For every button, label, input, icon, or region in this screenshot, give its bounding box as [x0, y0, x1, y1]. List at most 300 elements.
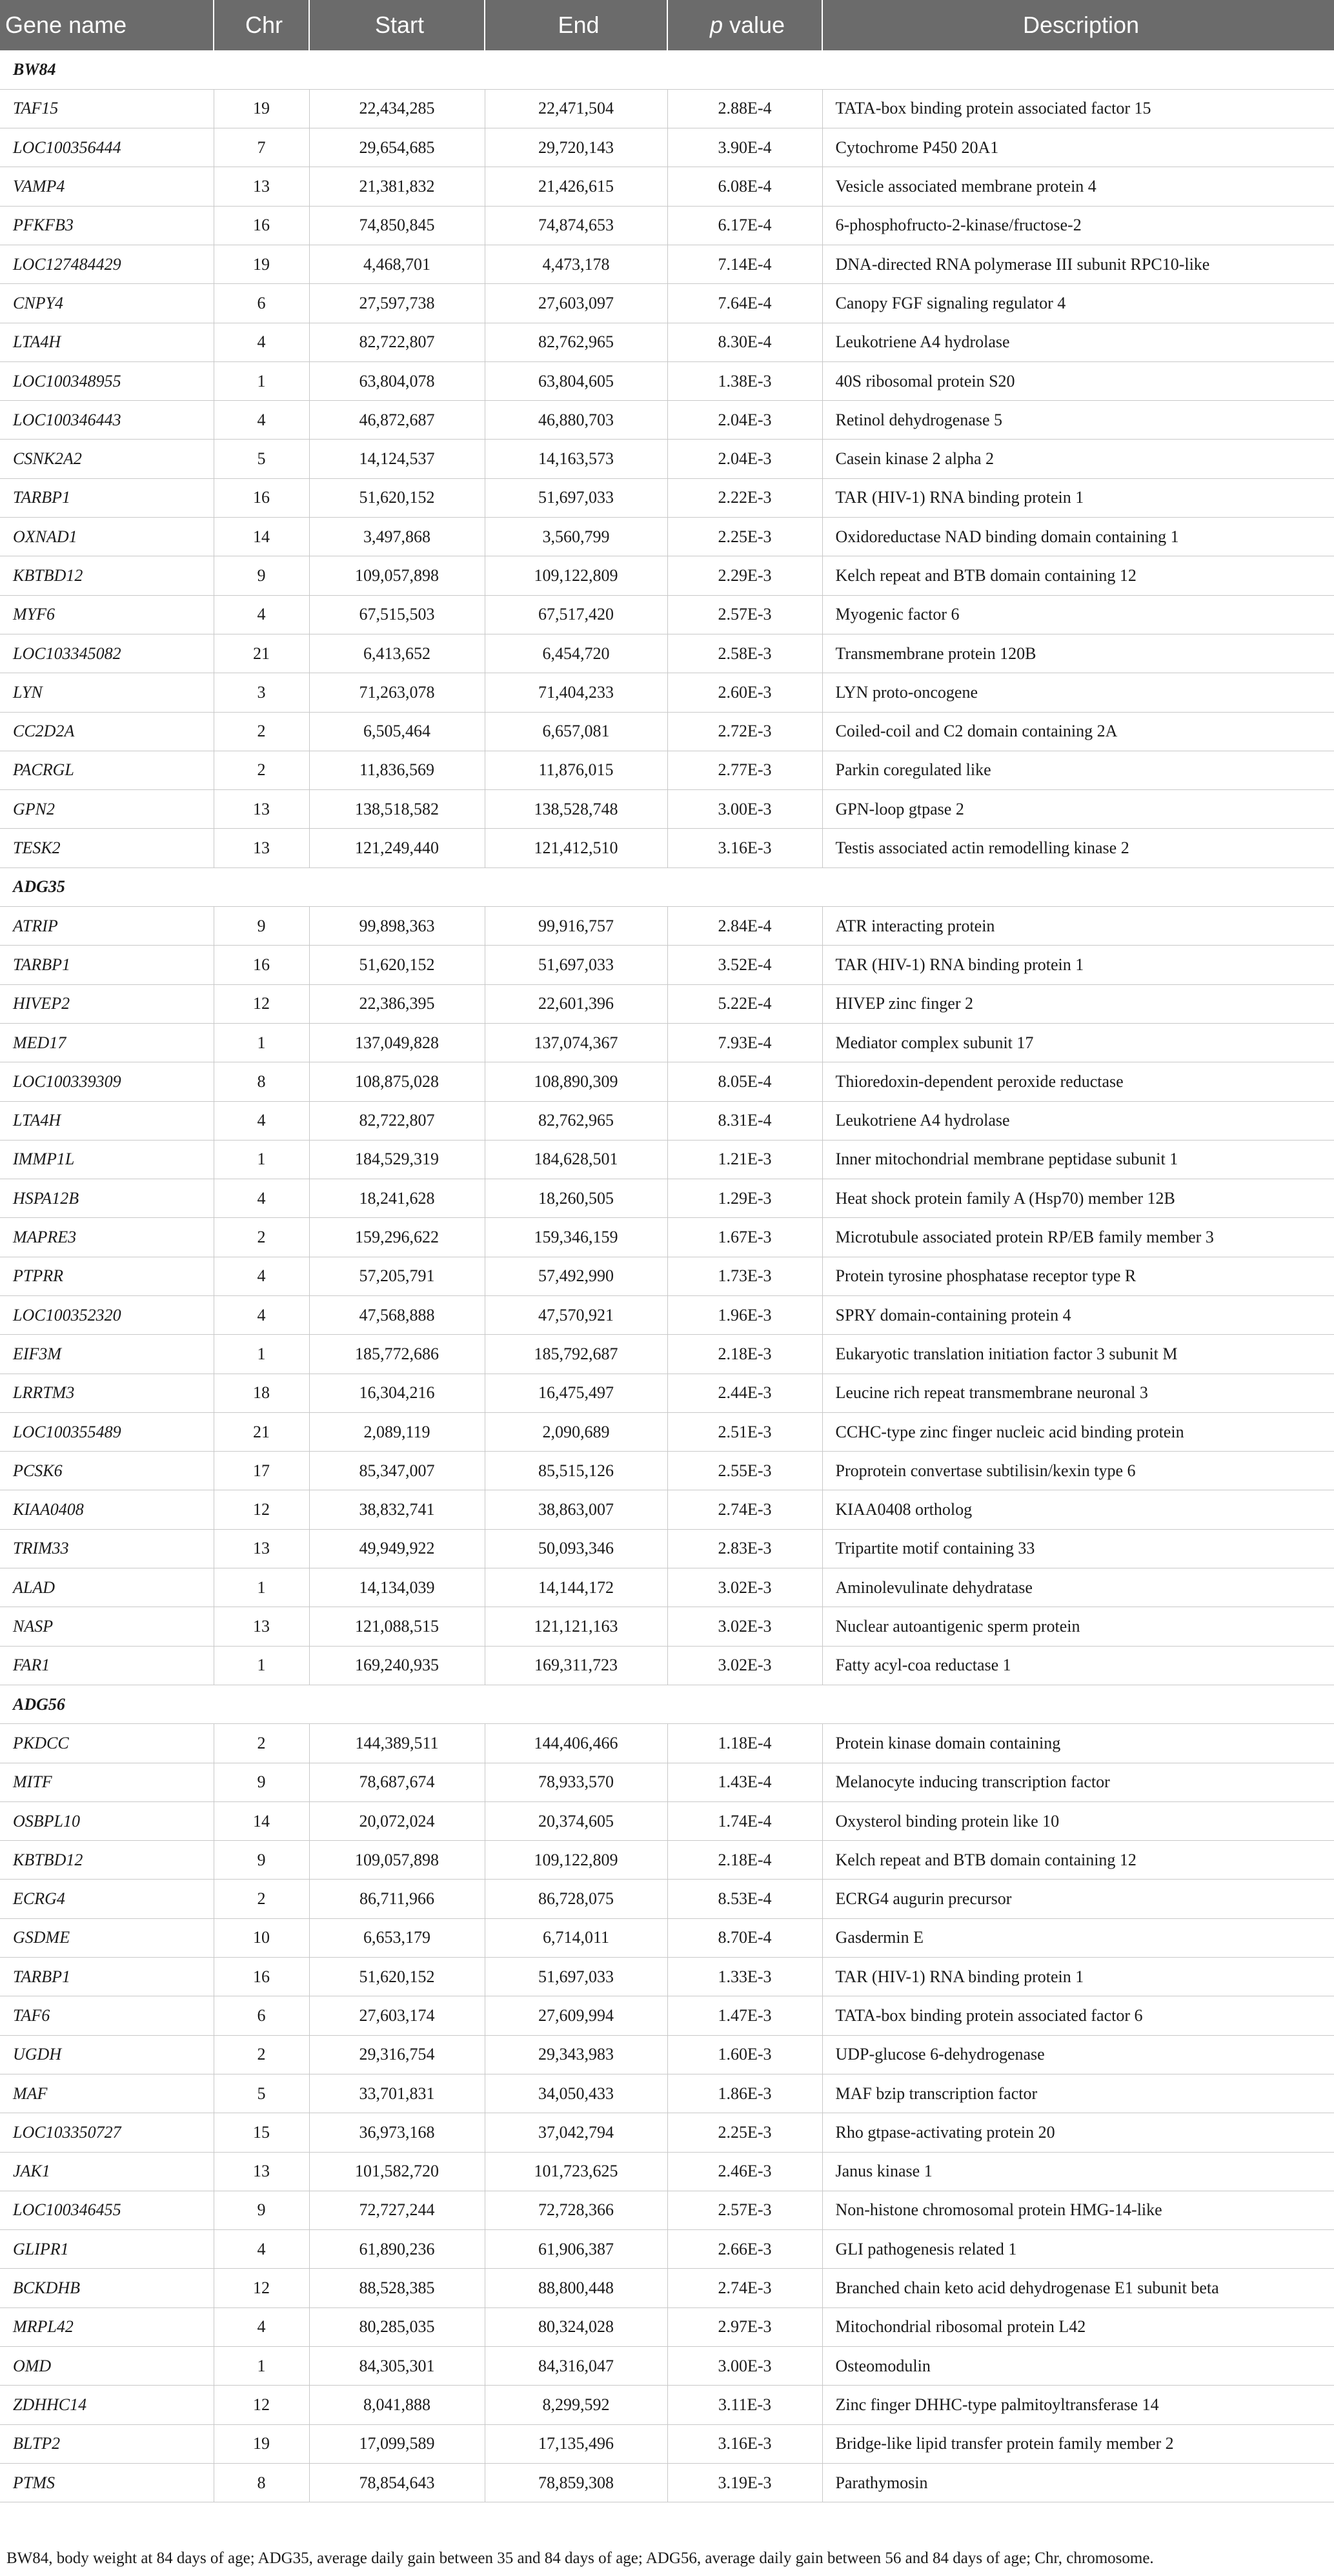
description-cell: TAR (HIV-1) RNA binding protein 1: [822, 478, 1334, 517]
description-cell: Thioredoxin-dependent peroxide reductase: [822, 1062, 1334, 1101]
start-cell: 71,263,078: [309, 673, 485, 712]
end-cell: 37,042,794: [485, 2113, 667, 2152]
gene-name-cell: CC2D2A: [0, 712, 214, 751]
end-cell: 27,609,994: [485, 1996, 667, 2035]
end-cell: 88,800,448: [485, 2269, 667, 2307]
chr-cell: 4: [214, 1101, 309, 1140]
p-value-cell: 2.74E-3: [667, 1490, 822, 1529]
start-cell: 88,528,385: [309, 2269, 485, 2307]
chr-cell: 16: [214, 206, 309, 245]
end-cell: 169,311,723: [485, 1646, 667, 1685]
p-value-cell: 3.16E-3: [667, 2424, 822, 2463]
gene-name-cell: FAR1: [0, 1646, 214, 1685]
p-value-cell: 2.66E-3: [667, 2230, 822, 2269]
chr-cell: 2: [214, 1218, 309, 1257]
chr-cell: 4: [214, 1296, 309, 1335]
p-value-cell: 2.77E-3: [667, 751, 822, 789]
table-row: [0, 1335, 1334, 1374]
end-cell: 46,880,703: [485, 401, 667, 440]
description-cell: Aminolevulinate dehydratase: [822, 1568, 1334, 1607]
table-row: [0, 1801, 1334, 1840]
description-cell: MAF bzip transcription factor: [822, 2074, 1334, 2113]
table-row: [0, 2074, 1334, 2113]
gene-name-cell: OMD: [0, 2347, 214, 2386]
description-cell: SPRY domain-containing protein 4: [822, 1296, 1334, 1335]
end-cell: 51,697,033: [485, 478, 667, 517]
end-cell: 159,346,159: [485, 1218, 667, 1257]
chr-cell: 4: [214, 323, 309, 361]
p-value-cell: 8.05E-4: [667, 1062, 822, 1101]
start-cell: 6,413,652: [309, 634, 485, 673]
p-value-cell: 2.29E-3: [667, 556, 822, 595]
end-cell: 2,090,689: [485, 1412, 667, 1451]
end-cell: 21,426,615: [485, 167, 667, 206]
p-value-cell: 7.64E-4: [667, 284, 822, 323]
p-value-cell: 2.58E-3: [667, 634, 822, 673]
description-cell: Janus kinase 1: [822, 2152, 1334, 2191]
p-value-cell: 3.90E-4: [667, 128, 822, 167]
chr-cell: 2: [214, 712, 309, 751]
p-value-cell: 3.02E-3: [667, 1607, 822, 1646]
chr-cell: 12: [214, 984, 309, 1023]
gene-name-cell: TRIM33: [0, 1529, 214, 1568]
description-cell: Parkin coregulated like: [822, 751, 1334, 789]
p-value-cell: 2.55E-3: [667, 1452, 822, 1490]
chr-cell: 16: [214, 946, 309, 984]
start-cell: 22,386,395: [309, 984, 485, 1023]
description-cell: LYN proto-oncogene: [822, 673, 1334, 712]
end-cell: 85,515,126: [485, 1452, 667, 1490]
table-footnote: BW84, body weight at 84 days of age; ADG35, average daily gain between 35 and 84 days of age; ADG56, average daily gain between 56 and 84 days of age; Chr, chromosome.: [6, 2550, 1154, 2567]
chr-cell: 21: [214, 634, 309, 673]
table-row: [0, 518, 1334, 556]
end-cell: 11,876,015: [485, 751, 667, 789]
description-cell: Non-histone chromosomal protein HMG-14-like: [822, 2191, 1334, 2229]
start-cell: 121,249,440: [309, 829, 485, 867]
description-cell: CCHC-type zinc finger nucleic acid binding protein: [822, 1412, 1334, 1451]
gene-name-cell: ZDHHC14: [0, 2386, 214, 2424]
table-row: [0, 790, 1334, 829]
gene-name-cell: EIF3M: [0, 1335, 214, 1374]
description-cell: 6-phosphofructo-2-kinase/fructose-2: [822, 206, 1334, 245]
start-cell: 3,497,868: [309, 518, 485, 556]
gene-name-cell: LOC103345082: [0, 634, 214, 673]
p-value-cell: 1.38E-3: [667, 361, 822, 400]
description-cell: Canopy FGF signaling regulator 4: [822, 284, 1334, 323]
chr-cell: 7: [214, 128, 309, 167]
start-cell: 78,687,674: [309, 1763, 485, 1801]
p-value-cell: 5.22E-4: [667, 984, 822, 1023]
gene-name-cell: LOC100346455: [0, 2191, 214, 2229]
p-value-cell: 2.04E-3: [667, 401, 822, 440]
end-cell: 22,601,396: [485, 984, 667, 1023]
gene-name-cell: CSNK2A2: [0, 440, 214, 478]
table-row: [0, 673, 1334, 712]
table-row: [0, 1101, 1334, 1140]
description-cell: Leukotriene A4 hydrolase: [822, 1101, 1334, 1140]
end-cell: 57,492,990: [485, 1257, 667, 1295]
start-cell: 101,582,720: [309, 2152, 485, 2191]
gene-name-cell: PFKFB3: [0, 206, 214, 245]
chr-cell: 15: [214, 2113, 309, 2152]
chr-cell: 4: [214, 595, 309, 634]
end-cell: 34,050,433: [485, 2074, 667, 2113]
end-cell: 108,890,309: [485, 1062, 667, 1101]
p-value-cell: 2.18E-4: [667, 1841, 822, 1880]
group-row-adg35: [0, 867, 1334, 906]
p-value-cell: 6.17E-4: [667, 206, 822, 245]
chr-cell: 1: [214, 1646, 309, 1685]
gene-name-cell: MAPRE3: [0, 1218, 214, 1257]
table-row: [0, 712, 1334, 751]
p-value-cell: 3.19E-3: [667, 2463, 822, 2502]
header-chr: Chr: [214, 0, 309, 50]
table-row: [0, 1568, 1334, 1607]
description-cell: 40S ribosomal protein S20: [822, 361, 1334, 400]
table-row: [0, 2035, 1334, 2074]
table-row: [0, 361, 1334, 400]
chr-cell: 8: [214, 1062, 309, 1101]
p-value-cell: 1.74E-4: [667, 1801, 822, 1840]
start-cell: 99,898,363: [309, 907, 485, 946]
description-cell: Oxysterol binding protein like 10: [822, 1801, 1334, 1840]
description-cell: Branched chain keto acid dehydrogenase E1 subunit beta: [822, 2269, 1334, 2307]
p-value-cell: 1.60E-3: [667, 2035, 822, 2074]
end-cell: 82,762,965: [485, 1101, 667, 1140]
chr-cell: 9: [214, 907, 309, 946]
start-cell: 29,654,685: [309, 128, 485, 167]
description-cell: ATR interacting protein: [822, 907, 1334, 946]
gene-name-cell: GSDME: [0, 1918, 214, 1957]
description-cell: Coiled-coil and C2 domain containing 2A: [822, 712, 1334, 751]
start-cell: 18,241,628: [309, 1179, 485, 1218]
end-cell: 184,628,501: [485, 1140, 667, 1179]
end-cell: 109,122,809: [485, 1841, 667, 1880]
gene-name-cell: LOC100348955: [0, 361, 214, 400]
end-cell: 84,316,047: [485, 2347, 667, 2386]
description-cell: Myogenic factor 6: [822, 595, 1334, 634]
description-cell: Cytochrome P450 20A1: [822, 128, 1334, 167]
gene-name-cell: ALAD: [0, 1568, 214, 1607]
table-row: [0, 1140, 1334, 1179]
table-row: [0, 284, 1334, 323]
chr-cell: 14: [214, 1801, 309, 1840]
chr-cell: 6: [214, 1996, 309, 2035]
description-cell: Microtubule associated protein RP/EB family member 3: [822, 1218, 1334, 1257]
header-row: [0, 0, 1334, 50]
end-cell: 14,144,172: [485, 1568, 667, 1607]
end-cell: 27,603,097: [485, 284, 667, 323]
chr-cell: 18: [214, 1374, 309, 1412]
description-cell: Proprotein convertase subtilisin/kexin type 6: [822, 1452, 1334, 1490]
description-cell: Inner mitochondrial membrane peptidase subunit 1: [822, 1140, 1334, 1179]
start-cell: 49,949,922: [309, 1529, 485, 1568]
p-value-cell: 1.21E-3: [667, 1140, 822, 1179]
chr-cell: 3: [214, 673, 309, 712]
start-cell: 82,722,807: [309, 1101, 485, 1140]
p-value-cell: 2.51E-3: [667, 1412, 822, 1451]
table-row: [0, 829, 1334, 867]
p-value-cell: 1.29E-3: [667, 1179, 822, 1218]
end-cell: 71,404,233: [485, 673, 667, 712]
table-row: [0, 1257, 1334, 1295]
p-value-cell: 7.93E-4: [667, 1023, 822, 1062]
table-row: [0, 1490, 1334, 1529]
table-row: [0, 440, 1334, 478]
table-row: [0, 2386, 1334, 2424]
description-cell: Bridge-like lipid transfer protein family member 2: [822, 2424, 1334, 2463]
gene-name-cell: PTMS: [0, 2463, 214, 2502]
table-body: [0, 50, 1334, 2502]
description-cell: Protein kinase domain containing: [822, 1724, 1334, 1763]
gene-name-cell: LOC127484429: [0, 245, 214, 283]
table-row: [0, 751, 1334, 789]
gene-name-cell: UGDH: [0, 2035, 214, 2074]
gene-name-cell: TAF15: [0, 89, 214, 128]
chr-cell: 13: [214, 1529, 309, 1568]
table-row: [0, 1724, 1334, 1763]
gene-name-cell: JAK1: [0, 2152, 214, 2191]
p-value-cell: 7.14E-4: [667, 245, 822, 283]
gene-name-cell: ECRG4: [0, 1880, 214, 1918]
description-cell: UDP-glucose 6-dehydrogenase: [822, 2035, 1334, 2074]
table-row: [0, 946, 1334, 984]
table-row: [0, 1023, 1334, 1062]
chr-cell: 10: [214, 1918, 309, 1957]
chr-cell: 9: [214, 556, 309, 595]
gene-name-cell: TAF6: [0, 1996, 214, 2035]
gene-name-cell: OSBPL10: [0, 1801, 214, 1840]
end-cell: 144,406,466: [485, 1724, 667, 1763]
chr-cell: 13: [214, 829, 309, 867]
p-value-cell: 3.52E-4: [667, 946, 822, 984]
gene-name-cell: PTPRR: [0, 1257, 214, 1295]
description-cell: Tripartite motif containing 33: [822, 1529, 1334, 1568]
end-cell: 18,260,505: [485, 1179, 667, 1218]
start-cell: 51,620,152: [309, 478, 485, 517]
table-row: [0, 1996, 1334, 2035]
end-cell: 51,697,033: [485, 1958, 667, 1996]
start-cell: 86,711,966: [309, 1880, 485, 1918]
table-row: [0, 167, 1334, 206]
chr-cell: 2: [214, 2035, 309, 2074]
end-cell: 4,473,178: [485, 245, 667, 283]
gene-name-cell: TESK2: [0, 829, 214, 867]
start-cell: 17,099,589: [309, 2424, 485, 2463]
start-cell: 63,804,078: [309, 361, 485, 400]
description-cell: DNA-directed RNA polymerase III subunit RPC10-like: [822, 245, 1334, 283]
start-cell: 57,205,791: [309, 1257, 485, 1295]
end-cell: 16,475,497: [485, 1374, 667, 1412]
end-cell: 47,570,921: [485, 1296, 667, 1335]
table-row: [0, 1763, 1334, 1801]
header-p-symbol: p: [709, 12, 723, 38]
group-label: ADG56: [0, 1685, 1334, 1723]
end-cell: 82,762,965: [485, 323, 667, 361]
table-row: [0, 1062, 1334, 1101]
start-cell: 109,057,898: [309, 1841, 485, 1880]
end-cell: 6,714,011: [485, 1918, 667, 1957]
p-value-cell: 2.25E-3: [667, 2113, 822, 2152]
gene-name-cell: LTA4H: [0, 323, 214, 361]
end-cell: 29,720,143: [485, 128, 667, 167]
end-cell: 29,343,983: [485, 2035, 667, 2074]
gene-name-cell: KIAA0408: [0, 1490, 214, 1529]
chr-cell: 1: [214, 1568, 309, 1607]
p-value-cell: 1.18E-4: [667, 1724, 822, 1763]
p-value-cell: 1.43E-4: [667, 1763, 822, 1801]
chr-cell: 1: [214, 1140, 309, 1179]
start-cell: 61,890,236: [309, 2230, 485, 2269]
description-cell: Protein tyrosine phosphatase receptor type R: [822, 1257, 1334, 1295]
gene-name-cell: IMMP1L: [0, 1140, 214, 1179]
table-row: [0, 1296, 1334, 1335]
start-cell: 144,389,511: [309, 1724, 485, 1763]
gene-name-cell: LOC100356444: [0, 128, 214, 167]
description-cell: Testis associated actin remodelling kinase 2: [822, 829, 1334, 867]
end-cell: 80,324,028: [485, 2307, 667, 2346]
start-cell: 21,381,832: [309, 167, 485, 206]
description-cell: TAR (HIV-1) RNA binding protein 1: [822, 946, 1334, 984]
start-cell: 16,304,216: [309, 1374, 485, 1412]
p-value-cell: 2.72E-3: [667, 712, 822, 751]
start-cell: 47,568,888: [309, 1296, 485, 1335]
p-value-cell: 2.57E-3: [667, 2191, 822, 2229]
description-cell: HIVEP zinc finger 2: [822, 984, 1334, 1023]
table-row: [0, 1646, 1334, 1685]
gene-name-cell: CNPY4: [0, 284, 214, 323]
chr-cell: 9: [214, 1763, 309, 1801]
p-value-cell: 1.33E-3: [667, 1958, 822, 1996]
start-cell: 46,872,687: [309, 401, 485, 440]
chr-cell: 5: [214, 2074, 309, 2113]
p-value-cell: 2.22E-3: [667, 478, 822, 517]
p-value-cell: 3.02E-3: [667, 1568, 822, 1607]
end-cell: 78,933,570: [485, 1763, 667, 1801]
header-end: End: [485, 0, 667, 50]
table-row: [0, 1412, 1334, 1451]
chr-cell: 1: [214, 2347, 309, 2386]
table-row: [0, 1918, 1334, 1957]
p-value-cell: 1.96E-3: [667, 1296, 822, 1335]
description-cell: Melanocyte inducing transcription factor: [822, 1763, 1334, 1801]
chr-cell: 1: [214, 1023, 309, 1062]
p-value-cell: 8.70E-4: [667, 1918, 822, 1957]
end-cell: 138,528,748: [485, 790, 667, 829]
chr-cell: 12: [214, 2386, 309, 2424]
gene-name-cell: LOC100346443: [0, 401, 214, 440]
p-value-cell: 3.16E-3: [667, 829, 822, 867]
gene-name-cell: LRRTM3: [0, 1374, 214, 1412]
header-description: Description: [822, 0, 1334, 50]
description-cell: TAR (HIV-1) RNA binding protein 1: [822, 1958, 1334, 1996]
p-value-cell: 2.25E-3: [667, 518, 822, 556]
table-row: [0, 401, 1334, 440]
group-label: ADG35: [0, 867, 1334, 906]
chr-cell: 12: [214, 1490, 309, 1529]
table-row: [0, 1374, 1334, 1412]
end-cell: 17,135,496: [485, 2424, 667, 2463]
description-cell: GLI pathogenesis related 1: [822, 2230, 1334, 2269]
start-cell: 138,518,582: [309, 790, 485, 829]
start-cell: 80,285,035: [309, 2307, 485, 2346]
gene-name-cell: MED17: [0, 1023, 214, 1062]
start-cell: 20,072,024: [309, 1801, 485, 1840]
chr-cell: 6: [214, 284, 309, 323]
start-cell: 4,468,701: [309, 245, 485, 283]
table-row: [0, 89, 1334, 128]
gene-name-cell: GLIPR1: [0, 2230, 214, 2269]
chr-cell: 1: [214, 1335, 309, 1374]
chr-cell: 2: [214, 751, 309, 789]
gene-name-cell: TARBP1: [0, 478, 214, 517]
description-cell: Gasdermin E: [822, 1918, 1334, 1957]
start-cell: 27,603,174: [309, 1996, 485, 2035]
gene-name-cell: PKDCC: [0, 1724, 214, 1763]
gene-name-cell: LOC100355489: [0, 1412, 214, 1451]
table-row: [0, 556, 1334, 595]
gene-name-cell: LOC100352320: [0, 1296, 214, 1335]
start-cell: 84,305,301: [309, 2347, 485, 2386]
description-cell: Leukotriene A4 hydrolase: [822, 323, 1334, 361]
p-value-cell: 8.53E-4: [667, 1880, 822, 1918]
p-value-cell: 1.47E-3: [667, 1996, 822, 2035]
chr-cell: 12: [214, 2269, 309, 2307]
start-cell: 11,836,569: [309, 751, 485, 789]
p-value-cell: 1.86E-3: [667, 2074, 822, 2113]
gene-name-cell: MYF6: [0, 595, 214, 634]
p-value-cell: 3.02E-3: [667, 1646, 822, 1685]
end-cell: 14,163,573: [485, 440, 667, 478]
description-cell: ECRG4 augurin precursor: [822, 1880, 1334, 1918]
description-cell: TATA-box binding protein associated factor 6: [822, 1996, 1334, 2035]
description-cell: Eukaryotic translation initiation factor 3 subunit M: [822, 1335, 1334, 1374]
description-cell: Mediator complex subunit 17: [822, 1023, 1334, 1062]
description-cell: Osteomodulin: [822, 2347, 1334, 2386]
description-cell: Oxidoreductase NAD binding domain containing 1: [822, 518, 1334, 556]
table-row: [0, 1607, 1334, 1646]
table-row: [0, 907, 1334, 946]
end-cell: 109,122,809: [485, 556, 667, 595]
p-value-cell: 2.84E-4: [667, 907, 822, 946]
start-cell: 14,134,039: [309, 1568, 485, 1607]
p-value-cell: 2.97E-3: [667, 2307, 822, 2346]
description-cell: Kelch repeat and BTB domain containing 12: [822, 1841, 1334, 1880]
start-cell: 85,347,007: [309, 1452, 485, 1490]
end-cell: 67,517,420: [485, 595, 667, 634]
end-cell: 51,697,033: [485, 946, 667, 984]
header-start: Start: [309, 0, 485, 50]
p-value-cell: 2.60E-3: [667, 673, 822, 712]
description-cell: GPN-loop gtpase 2: [822, 790, 1334, 829]
chr-cell: 19: [214, 245, 309, 283]
gene-name-cell: TARBP1: [0, 946, 214, 984]
chr-cell: 13: [214, 790, 309, 829]
chr-cell: 17: [214, 1452, 309, 1490]
description-cell: Vesicle associated membrane protein 4: [822, 167, 1334, 206]
table-row: [0, 2269, 1334, 2307]
chr-cell: 13: [214, 167, 309, 206]
table-row: [0, 128, 1334, 167]
start-cell: 108,875,028: [309, 1062, 485, 1101]
start-cell: 121,088,515: [309, 1607, 485, 1646]
end-cell: 86,728,075: [485, 1880, 667, 1918]
table-row: [0, 2424, 1334, 2463]
description-cell: Fatty acyl-coa reductase 1: [822, 1646, 1334, 1685]
p-value-cell: 2.18E-3: [667, 1335, 822, 1374]
description-cell: Casein kinase 2 alpha 2: [822, 440, 1334, 478]
chr-cell: 19: [214, 2424, 309, 2463]
